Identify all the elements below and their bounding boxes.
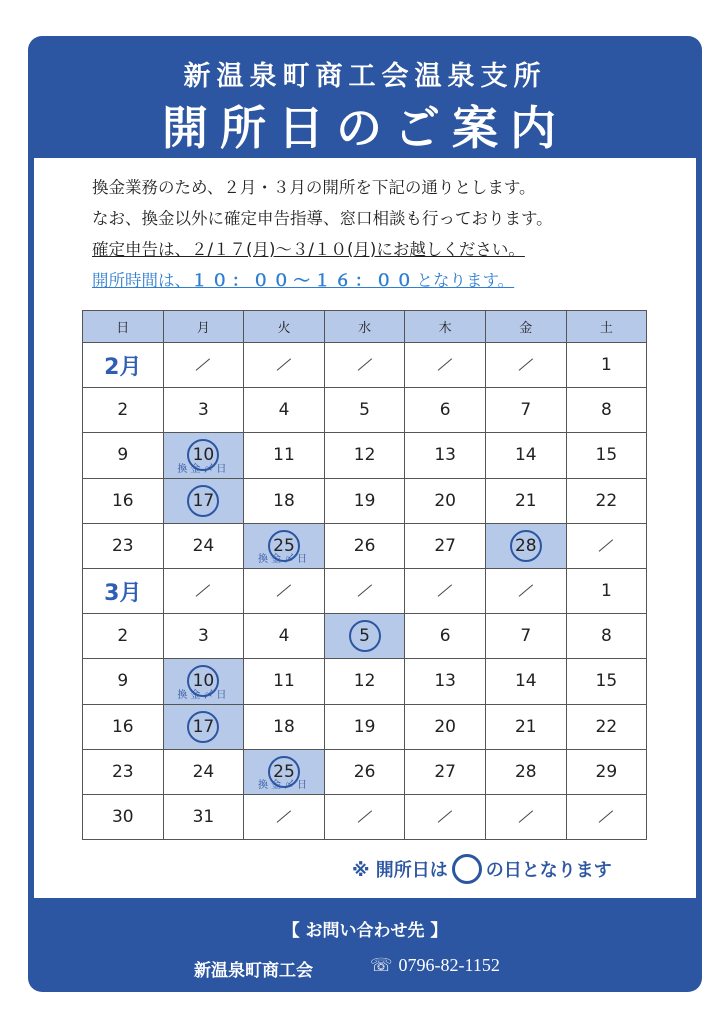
weekday-header: 日 <box>83 311 164 343</box>
day-cell <box>405 704 486 749</box>
open-day-cell <box>163 433 244 478</box>
day-cell <box>566 749 647 794</box>
weekday-header-row <box>83 311 647 343</box>
day-cell <box>83 794 164 839</box>
day-number: 25 <box>273 535 295 556</box>
day-number: 9 <box>117 445 129 466</box>
day-cell <box>324 433 405 478</box>
legend-suffix: の日となります <box>485 860 612 881</box>
exchange-deadline-label: 換金〆日 <box>177 689 230 701</box>
hours-suffix: となります。 <box>416 271 515 290</box>
slash-mark <box>518 811 533 824</box>
day-cell <box>566 388 647 433</box>
day-number: 17 <box>192 490 215 511</box>
day-cell <box>163 614 244 659</box>
day-cell <box>485 614 566 659</box>
day-cell <box>485 704 566 749</box>
slash-mark <box>196 359 211 372</box>
page-title: 開所日のご案内 <box>162 101 568 155</box>
slash-mark <box>518 359 533 372</box>
legend <box>352 854 612 884</box>
empty-day-cell <box>405 568 486 613</box>
day-number: 9 <box>117 671 129 692</box>
day-number: 13 <box>434 445 456 466</box>
day-cell <box>485 478 566 523</box>
slash-mark <box>196 585 211 598</box>
day-cell <box>405 523 486 568</box>
phone-text: 0796-82-1152 <box>398 955 500 975</box>
slash-mark <box>357 359 372 372</box>
day-cell <box>566 478 647 523</box>
open-day-cell <box>324 614 405 659</box>
day-cell <box>405 614 486 659</box>
day-number: 8 <box>600 626 612 647</box>
header-subtitle: 新温泉町商工会温泉支所 <box>183 61 547 92</box>
calendar-week-row <box>83 478 647 523</box>
weekday-header: 火 <box>244 311 325 343</box>
open-day-cell <box>163 478 244 523</box>
day-number: 14 <box>514 671 537 692</box>
empty-day-cell <box>405 794 486 839</box>
calendar-week-row <box>83 433 647 478</box>
day-cell <box>405 749 486 794</box>
day-number: 18 <box>273 490 295 511</box>
day-number: 2 <box>117 400 129 421</box>
day-number: 19 <box>353 716 376 737</box>
empty-day-cell <box>244 343 325 388</box>
day-cell <box>485 388 566 433</box>
day-cell <box>485 749 566 794</box>
calendar-week-row <box>83 388 647 433</box>
day-cell <box>163 523 244 568</box>
empty-day-cell <box>163 343 244 388</box>
calendar-table <box>82 310 647 840</box>
day-cell <box>244 659 325 704</box>
day-number: 25 <box>273 761 295 782</box>
slash-mark <box>277 585 292 598</box>
day-cell <box>485 433 566 478</box>
weekday-header: 月 <box>163 311 244 343</box>
empty-day-cell <box>485 343 566 388</box>
day-number: 16 <box>111 490 134 511</box>
day-number: 8 <box>600 400 612 421</box>
calendar-week-row <box>83 614 647 659</box>
slash-mark <box>599 540 614 553</box>
day-cell <box>83 478 164 523</box>
day-number: 14 <box>514 445 537 466</box>
day-cell <box>83 433 164 478</box>
day-cell <box>244 478 325 523</box>
weekday-header: 土 <box>566 311 647 343</box>
month-label: 3月 <box>83 568 164 613</box>
day-number: 21 <box>514 716 537 737</box>
day-number: 6 <box>439 626 451 647</box>
header <box>28 36 702 158</box>
exchange-deadline-label: 換金〆日 <box>257 779 310 791</box>
day-cell <box>405 659 486 704</box>
day-cell <box>324 704 405 749</box>
day-number: 23 <box>111 535 134 556</box>
day-number: 20 <box>434 716 456 737</box>
phone-number[interactable] <box>370 955 500 976</box>
day-number: 28 <box>514 761 537 782</box>
slash-mark <box>277 811 292 824</box>
calendar-week-row <box>83 568 647 613</box>
day-cell <box>83 614 164 659</box>
day-number: 7 <box>520 626 532 647</box>
empty-day-cell <box>324 343 405 388</box>
day-cell <box>83 659 164 704</box>
day-cell <box>405 433 486 478</box>
notice-frame <box>28 36 702 992</box>
day-cell <box>324 523 405 568</box>
day-cell <box>566 568 647 613</box>
day-number: 15 <box>595 445 618 466</box>
empty-day-cell <box>566 794 647 839</box>
footer <box>28 898 702 992</box>
org-name: 新温泉町商工会 <box>194 961 313 981</box>
day-number: 4 <box>278 400 290 421</box>
day-number: 11 <box>273 671 295 692</box>
day-cell <box>244 433 325 478</box>
content-panel <box>34 158 696 898</box>
day-number: 21 <box>514 490 537 511</box>
day-number: 22 <box>595 490 618 511</box>
day-cell <box>163 794 244 839</box>
day-number: 13 <box>434 671 456 692</box>
day-number: 22 <box>595 716 618 737</box>
empty-day-cell <box>405 343 486 388</box>
contact-heading: 【 お問い合わせ先 】 <box>282 921 448 941</box>
day-number: 1 <box>600 581 612 602</box>
weekday-header: 水 <box>324 311 405 343</box>
day-cell <box>405 478 486 523</box>
hours-prefix: 開所時間は、 <box>92 271 191 290</box>
day-number: 23 <box>111 761 134 782</box>
day-cell <box>244 614 325 659</box>
day-number: 29 <box>595 761 618 782</box>
slash-mark <box>438 585 453 598</box>
day-number: 18 <box>273 716 295 737</box>
day-cell <box>324 659 405 704</box>
exchange-deadline-label: 換金〆日 <box>257 553 310 565</box>
day-number: 20 <box>434 490 456 511</box>
weekday-header: 木 <box>405 311 486 343</box>
day-cell <box>566 614 647 659</box>
day-cell <box>163 749 244 794</box>
day-number: 10 <box>192 445 215 466</box>
open-day-cell <box>485 523 566 568</box>
day-cell <box>566 659 647 704</box>
day-number: 15 <box>595 671 618 692</box>
day-cell <box>566 343 647 388</box>
day-number: 31 <box>192 806 215 827</box>
slash-mark <box>518 585 533 598</box>
day-cell <box>83 388 164 433</box>
day-cell <box>244 704 325 749</box>
day-number: 3 <box>197 626 209 647</box>
intro-line-1: 換金業務のため、２月・３月の開所を下記の通りとします。 <box>92 178 536 197</box>
calendar-week-row <box>83 704 647 749</box>
day-number: 5 <box>359 626 370 647</box>
calendar-week-row <box>83 343 647 388</box>
calendar-week-row <box>83 794 647 839</box>
open-day-cell <box>163 659 244 704</box>
day-cell <box>163 388 244 433</box>
empty-day-cell <box>485 568 566 613</box>
calendar-week-row <box>83 659 647 704</box>
empty-day-cell <box>244 568 325 613</box>
day-number: 27 <box>434 761 456 782</box>
slash-mark <box>599 811 614 824</box>
slash-mark <box>438 359 453 372</box>
day-number: 11 <box>273 445 295 466</box>
day-number: 7 <box>520 400 532 421</box>
legend-prefix: ※ 開所日は <box>352 860 448 881</box>
day-number: 26 <box>353 761 376 782</box>
day-number: 30 <box>111 806 134 827</box>
open-day-cell <box>163 704 244 749</box>
exchange-deadline-label: 換金〆日 <box>177 463 230 475</box>
slash-mark <box>357 811 372 824</box>
day-cell <box>566 704 647 749</box>
day-number: 2 <box>117 626 129 647</box>
empty-day-cell <box>163 568 244 613</box>
day-cell <box>485 659 566 704</box>
day-cell <box>83 704 164 749</box>
day-number: 4 <box>278 626 290 647</box>
intro-text <box>92 172 553 296</box>
day-number: 12 <box>353 445 376 466</box>
day-number: 12 <box>353 671 376 692</box>
calendar-week-row <box>83 523 647 568</box>
day-number: 24 <box>192 535 215 556</box>
day-number: 6 <box>439 400 451 421</box>
day-cell <box>324 388 405 433</box>
day-cell <box>324 478 405 523</box>
empty-day-cell <box>244 794 325 839</box>
empty-day-cell <box>566 523 647 568</box>
day-cell <box>324 749 405 794</box>
day-number: 27 <box>434 535 456 556</box>
day-cell <box>405 388 486 433</box>
day-number: 10 <box>192 671 215 692</box>
day-cell <box>244 388 325 433</box>
day-number: 28 <box>514 535 537 556</box>
weekday-header: 金 <box>485 311 566 343</box>
open-day-cell <box>244 749 325 794</box>
day-number: 19 <box>353 490 376 511</box>
day-cell <box>83 749 164 794</box>
slash-mark <box>277 359 292 372</box>
month-label: 2月 <box>83 343 164 388</box>
circle-icon <box>452 854 482 884</box>
hours-value: １０：００～１６：００ <box>191 271 417 290</box>
empty-day-cell <box>485 794 566 839</box>
day-number: 17 <box>192 716 215 737</box>
empty-day-cell <box>324 794 405 839</box>
intro-line-3: 確定申告は、２/１７(月)～３/１０(月)にお越しください。 <box>92 240 525 259</box>
intro-line-2: なお、換金以外に確定申告指導、窓口相談も行っております。 <box>92 209 553 228</box>
phone-icon: ☏ <box>370 955 393 975</box>
slash-mark <box>438 811 453 824</box>
day-cell <box>566 433 647 478</box>
empty-day-cell <box>324 568 405 613</box>
calendar-week-row <box>83 749 647 794</box>
day-number: 5 <box>359 400 370 421</box>
day-number: 24 <box>192 761 215 782</box>
intro-hours-line <box>92 265 553 296</box>
day-number: 26 <box>353 535 376 556</box>
slash-mark <box>357 585 372 598</box>
day-number: 16 <box>111 716 134 737</box>
day-cell <box>83 523 164 568</box>
open-day-cell <box>244 523 325 568</box>
day-number: 3 <box>197 400 209 421</box>
day-number: 1 <box>600 355 612 376</box>
